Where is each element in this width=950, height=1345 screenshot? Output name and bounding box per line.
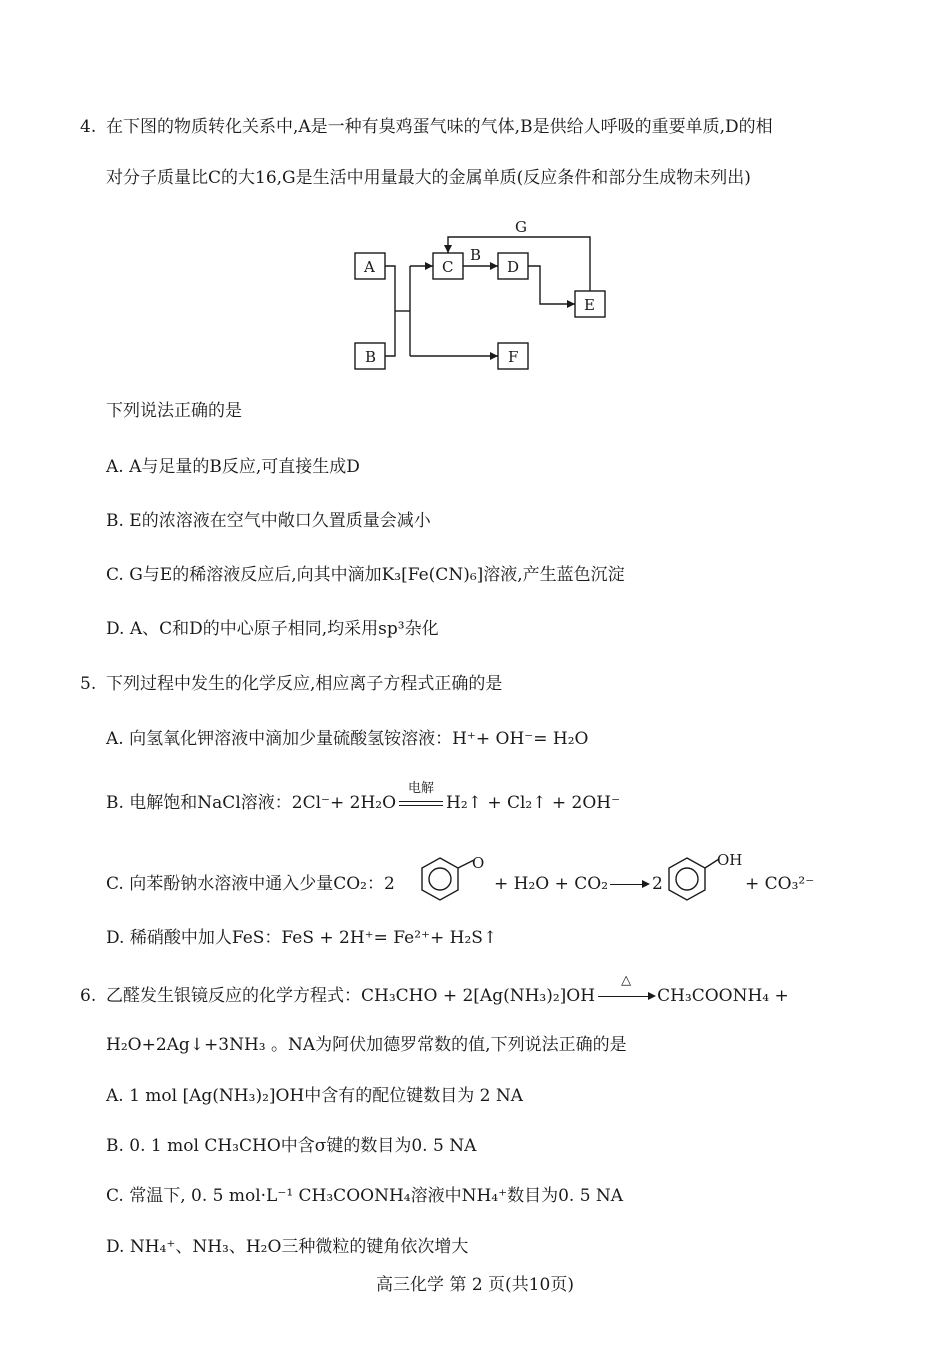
electrolysis-label: 电解 [408,781,435,796]
label-g: G [515,218,527,236]
q6-option-b: B. 0. 1 mol CH₃CHO中含σ键的数目为0. 5 NA [106,1136,477,1156]
q4-option-d: D. A、C和D的中心原子相同,均采用sp³杂化 [106,619,439,639]
heating-condition [598,973,654,1007]
q6-stem-line2: H₂O+2Ag↓+3NH₃ 。NA为阿伏加德罗常数的值,下列说法正确的是 [106,1035,627,1055]
q5-option-b [106,781,621,814]
q6-stem-line1 [106,973,789,1007]
label-b-arrow: B [470,246,482,264]
phenol-oh: OH [717,851,743,869]
label-c: C [442,258,454,276]
phenoxide-structure [410,850,500,910]
heat-symbol: △ [621,973,632,988]
phenoxide-o: O [472,854,485,872]
q4-stem-line2: 对分子质量比C的大16,G是生活中用量最大的金属单质(反应条件和部分生成物未列出) [106,168,751,188]
q6-stem-reactants: 乙醛发生银镜反应的化学方程式：CH₃CHO + 2[Ag(NH₃)₂]OH [106,986,596,1006]
q5-stem: 下列过程中发生的化学反应,相应离子方程式正确的是 [106,674,503,694]
q4-conversion-diagram [340,215,630,375]
q5-option-a: A. 向氢氧化钾溶液中滴加少量硫酸氢铵溶液：H⁺+ OH⁻= H₂O [106,729,589,749]
q4-option-a: A. A与足量的B反应,可直接生成D [106,457,360,477]
label-a: A [364,258,375,276]
q5-option-b-left: B. 电解饱和NaCl溶液：2Cl⁻+ 2H₂O [106,793,397,813]
q4-number: 4. [80,117,97,137]
q5-option-c-mid [494,873,663,895]
q5-option-c-reactants: + H₂O + CO₂ [494,874,609,894]
q5-option-b-right: H₂↑ + Cl₂↑ + 2OH⁻ [446,793,621,813]
q4-ask: 下列说法正确的是 [106,401,242,421]
label-b: B [365,348,377,366]
arrowhead-c [425,262,433,270]
q5-number: 5. [80,674,97,694]
q6-option-a: A. 1 mol [Ag(NH₃)₂]OH中含有的配位键数目为 2 NA [106,1086,524,1106]
q5-option-d: D. 稀硝酸中加人FeS：FeS + 2H⁺= Fe²⁺+ H₂S↑ [106,928,498,948]
arrowhead-f [490,352,498,360]
label-f: F [508,348,519,366]
arrowhead-c-top [444,245,452,253]
wire-ab-join [385,266,395,356]
q6-stem-products: CH₃COONH₄ + [657,986,789,1006]
electrolysis-condition [399,781,443,814]
label-e: E [584,296,595,314]
arrow-d-to-e [528,266,575,304]
q6-option-c: C. 常温下, 0. 5 mol·L⁻¹ CH₃COONH₄溶液中NH₄⁺数目为0. 5 NA [106,1186,624,1206]
q4-option-c: C. G与E的稀溶液反应后,向其中滴加K₃[Fe(CN)₆]溶液,产生蓝色沉淀 [106,565,625,585]
q4-stem-line1: 在下图的物质转化关系中,A是一种有臭鸡蛋气味的气体,B是供给人呼吸的重要单质,D的相 [106,117,773,137]
phenol-structure [657,848,747,910]
label-d: D [507,258,520,276]
arrowhead-e [567,300,575,308]
q6-option-d: D. NH₄⁺、NH₃、H₂O三种微粒的键角依次增大 [106,1237,469,1257]
q5-option-c-coef: 2 [652,874,663,894]
arrowhead-d [490,262,498,270]
q5-option-c-left: C. 向苯酚钠水溶液中通入少量CO₂：2 [106,874,395,894]
q5-option-c-right: + CO₃²⁻ [745,874,815,894]
page-footer: 高三化学 第 2 页(共10页) [376,1275,574,1295]
q6-number: 6. [80,986,97,1006]
reaction-arrow [610,884,648,885]
q4-option-b: B. E的浓溶液在空气中敞口久置质量会减小 [106,511,431,531]
